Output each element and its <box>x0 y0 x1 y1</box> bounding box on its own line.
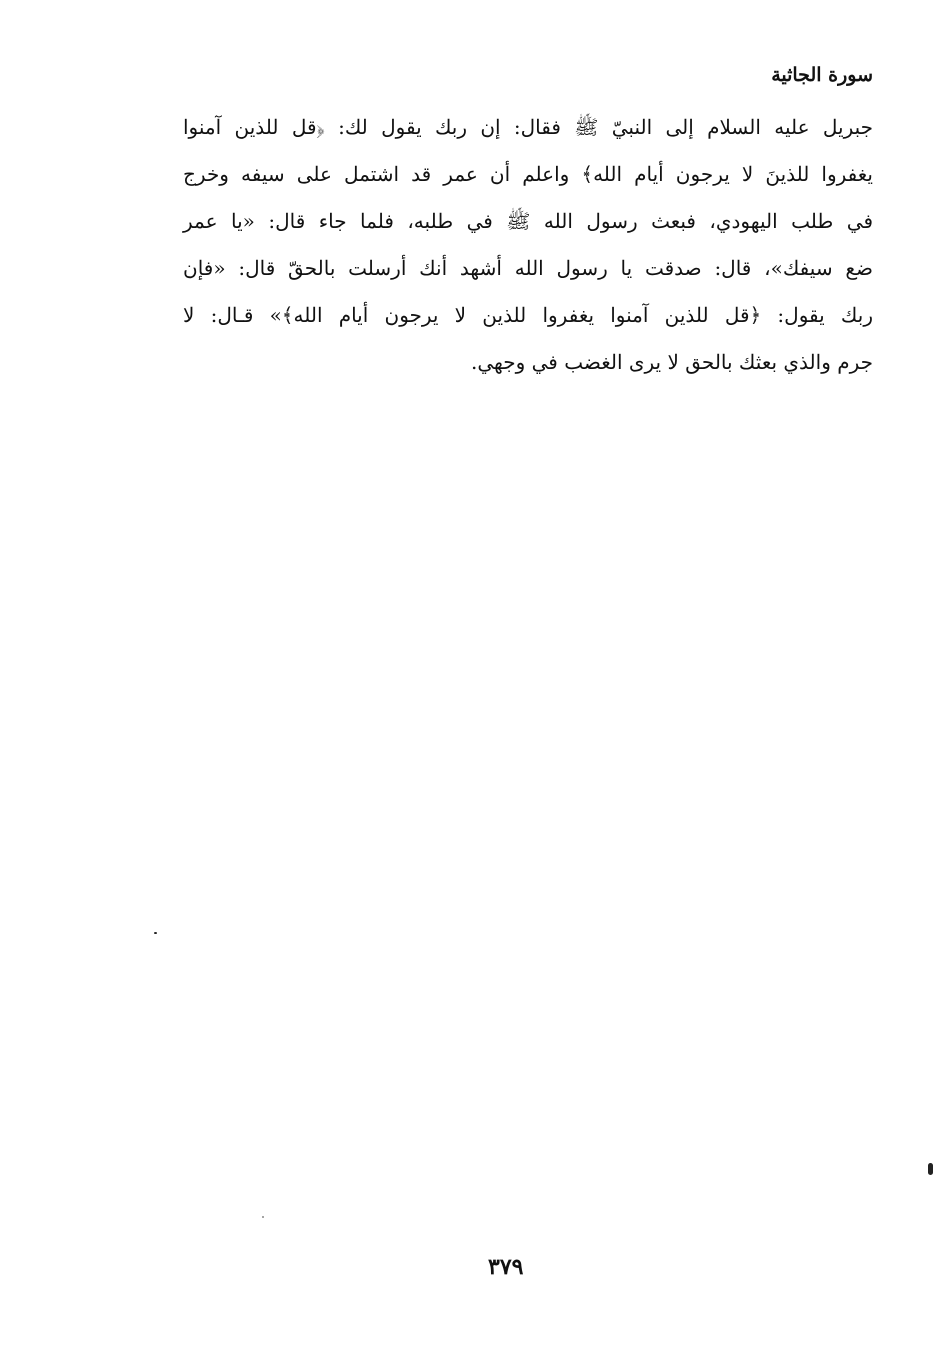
scan-speck <box>262 1216 264 1218</box>
body-line: جرم والذي بعثك بالحق لا يرى الغضب في وجهي. <box>471 350 873 374</box>
scan-speck <box>928 1163 933 1175</box>
body-line: في طلب اليهودي، فبعث رسول الله ﷺ في طلبه، فلما جاء قال: «يا عمر <box>183 209 873 233</box>
page-number: ٣٧٩ <box>488 1254 524 1280</box>
body-line: يغفروا للذينَ لا يرجون أيام الله﴾ واعلم أن عمر قد اشتمل على سيفه وخرج <box>183 162 873 186</box>
scan-speck <box>154 932 157 934</box>
body-line: ربك يقول: ﴿قل للذين آمنوا يغفروا للذين لا يرجون أيام الله﴾» قـال: لا <box>183 303 873 327</box>
body-text <box>183 104 873 386</box>
running-header-surah-title: سورة الجاثية <box>771 64 873 86</box>
body-line: ضع سيفك»، قال: صدقت يا رسول الله أشهد أنك أرسلت بالحقّ قال: «فإن <box>183 256 873 280</box>
body-line: جبريل عليه السلام إلى النبيّ ﷺ فقال: إن ربك يقول لك: ﴿قل للذين آمنوا <box>183 115 873 139</box>
